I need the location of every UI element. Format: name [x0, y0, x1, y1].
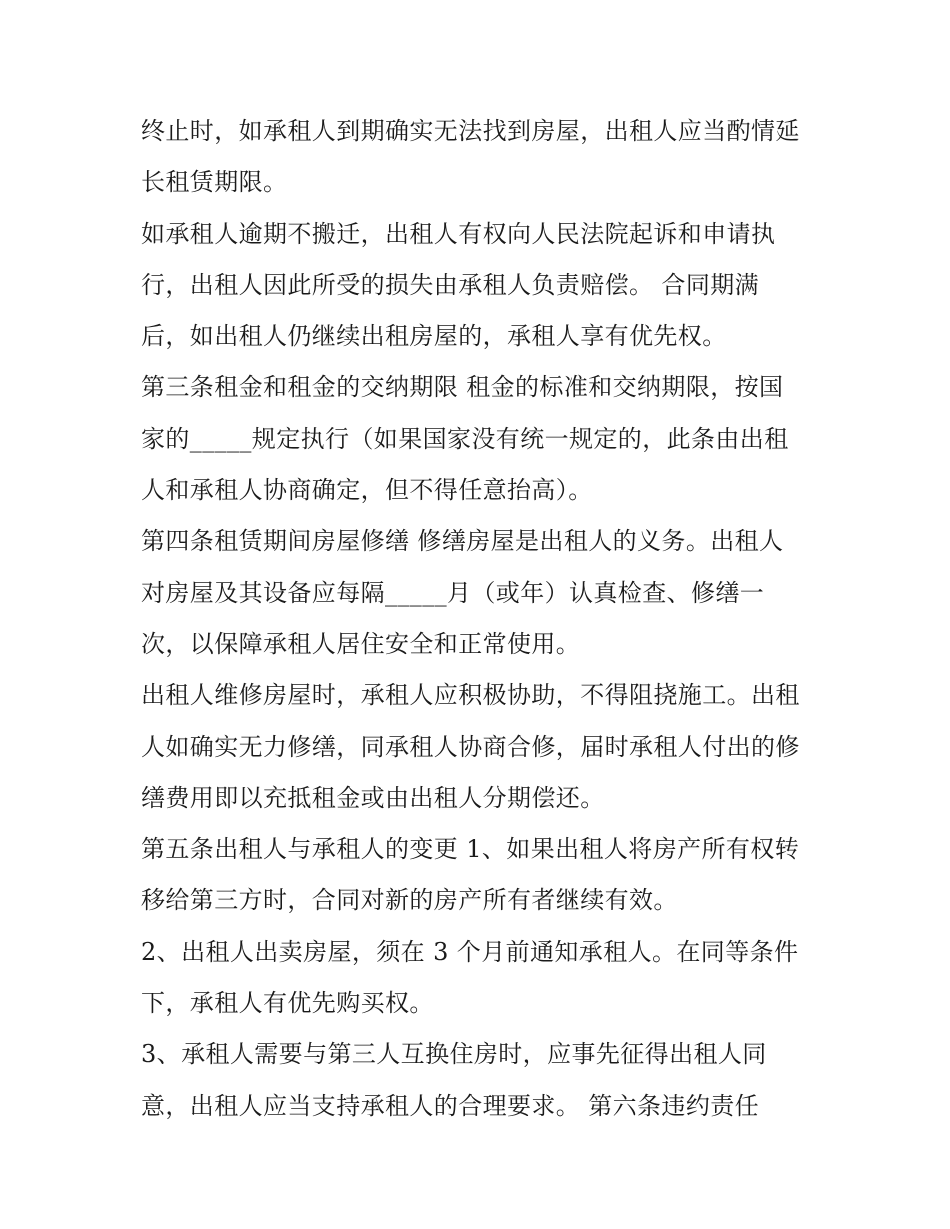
text-line: 家的_____规定执行（如果国家没有统一规定的，此条由出租 [141, 424, 789, 453]
text-line: 第四条租赁期间房屋修缮 修缮房屋是出租人的义务。出租人 [141, 527, 784, 556]
text-line: 次，以保障承租人居住安全和正常使用。 [141, 629, 581, 658]
text-line: 下，承租人有优先购买权。 [141, 989, 434, 1018]
text-line: 后，如出租人仍继续出租房屋的，承租人享有优先权。 [141, 322, 727, 351]
text-line: 2、出租人出卖房屋，须在 3 个月前通知承租人。在同等条件 [141, 937, 799, 966]
text-line: 意，出租人应当支持承租人的合理要求。 第六条违约责任 [141, 1091, 760, 1120]
contract-text [141, 106, 831, 1132]
text-line: 第三条租金和租金的交纳期限 租金的标准和交纳期限，按国 [141, 373, 784, 402]
text-line: 人和承租人协商确定，但不得任意抬高）。 [141, 476, 593, 505]
text-line: 出租人维修房屋时，承租人应积极协助，不得阻挠施工。出租 [141, 681, 800, 710]
text-line: 移给第三方时，合同对新的房产所有者继续有效。 [141, 886, 678, 915]
text-line: 3、承租人需要与第三人互换住房时，应事先征得出租人同 [141, 1040, 767, 1069]
text-line: 第五条出租人与承租人的变更 1、如果出租人将房产所有权转 [141, 835, 800, 864]
text-line: 人如确实无力修缮，同承租人协商合修，届时承租人付出的修 [141, 732, 800, 761]
text-line: 对房屋及其设备应每隔_____月（或年）认真检查、修缮一 [141, 578, 765, 607]
text-line: 长租赁期限。 [141, 168, 288, 197]
text-line: 缮费用即以充抵租金或由出租人分期偿还。 [141, 783, 605, 812]
text-line: 终止时，如承租人到期确实无法找到房屋，出租人应当酌情延 [141, 117, 800, 145]
text-line: 行，出租人因此所受的损失由承租人负责赔偿。 合同期满 [141, 270, 760, 299]
text-line: 如承租人逾期不搬迁，出租人有权向人民法院起诉和申请执 [141, 219, 776, 248]
